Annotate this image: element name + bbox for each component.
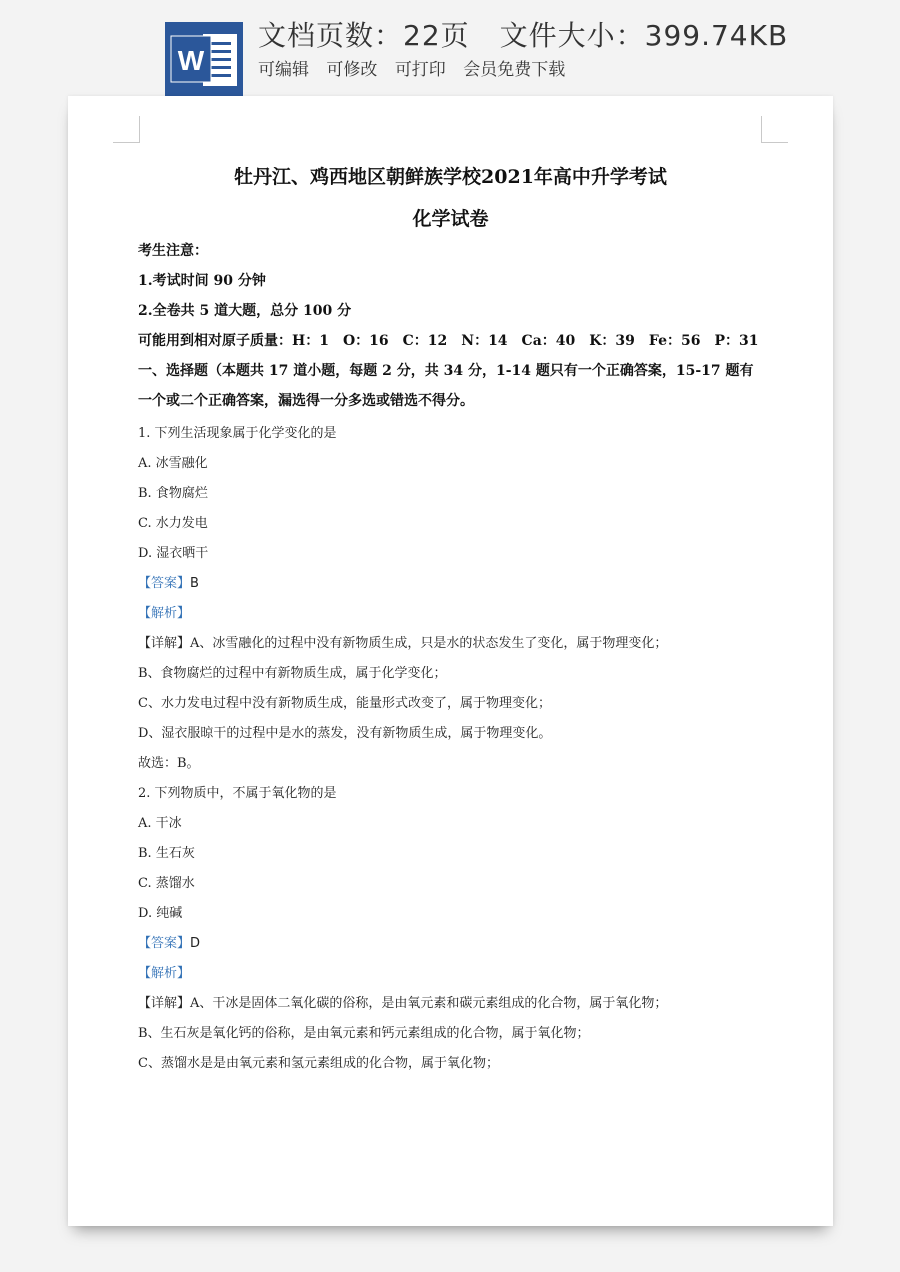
question-2-detail-2: B、生石灰是氧化钙的俗称，是由氧元素和钙元素组成的化合物，属于氧化物； (138, 1026, 590, 1041)
answer-tag: 【答案】 (138, 576, 191, 591)
question-2-detail-1 (138, 992, 667, 1011)
atomic-mass-note: 可能用到相对原子质量：H：1 O：16 C：12 N：14 Ca：40 K：39 Fe：56 P：31 (138, 333, 759, 349)
question-1-conclusion: 故选：B。 (138, 756, 200, 771)
question-2-answer (138, 932, 200, 951)
exam-title: 牡丹江、鸡西地区朝鲜族学校2021年高中升学考试 (234, 166, 667, 188)
file-size: 文件大小：399.74KB (499, 19, 789, 52)
detail-tag: 【详解】 (138, 636, 191, 651)
question-1-option-a: A. 冰雪融化 (138, 456, 208, 471)
feature-member-download[interactable]: 会员免费下载 (463, 60, 566, 80)
answer-value: B (190, 576, 199, 591)
feature-list (258, 55, 577, 80)
question-2-option-d: D. 纯碱 (138, 906, 183, 921)
question-1-detail-2: B、食物腐烂的过程中有新物质生成，属于化学变化； (138, 666, 447, 681)
detail-text: A、干冰是固体二氧化碳的俗称，是由氧元素和碳元素组成的化合物，属于氧化物； (190, 996, 668, 1011)
feature-editable: 可编辑 (258, 60, 309, 80)
question-1-detail-1 (138, 632, 667, 651)
question-2-analysis-tag: 【解析】 (138, 966, 191, 981)
crop-mark-top-left (113, 116, 140, 143)
answer-tag: 【答案】 (138, 936, 191, 951)
document-page (68, 96, 833, 1226)
question-1-option-b: B. 食物腐烂 (138, 486, 208, 501)
question-2-stem: 2. 下列物质中，不属于氧化物的是 (138, 786, 337, 801)
section-heading-line2: 一个或二个正确答案，漏选得一分多选或错选不得分。 (138, 393, 474, 409)
word-document-icon (165, 22, 243, 96)
question-2-option-b: B. 生石灰 (138, 846, 195, 861)
question-1-answer (138, 572, 199, 591)
question-1-detail-4: D、湿衣服晾干的过程中是水的蒸发，没有新物质生成，属于物理变化。 (138, 726, 552, 741)
question-1-stem: 1. 下列生活现象属于化学变化的是 (138, 426, 337, 441)
question-1-detail-3: C、水力发电过程中没有新物质生成，能量形式改变了，属于物理变化； (138, 696, 551, 711)
question-2-option-c: C. 蒸馏水 (138, 876, 195, 891)
file-info (258, 14, 788, 54)
word-letter: W (177, 45, 205, 76)
detail-tag: 【详解】 (138, 996, 191, 1011)
exam-subtitle: 化学试卷 (412, 208, 489, 230)
notice-item-1: 1.考试时间 90 分钟 (138, 273, 266, 289)
section-heading-line1: 一、选择题（本题共 17 道小题，每题 2 分，共 34 分，1-14 题只有一个正确答案，15-17 题有 (138, 363, 754, 379)
question-2-detail-3: C、蒸馏水是是由氧元素和氢元素组成的化合物，属于氧化物； (138, 1056, 499, 1071)
question-1-option-c: C. 水力发电 (138, 516, 208, 531)
question-1-option-d: D. 湿衣晒干 (138, 546, 209, 561)
crop-mark-top-right (761, 116, 788, 143)
question-2-option-a: A. 干冰 (138, 816, 182, 831)
feature-printable: 可打印 (394, 60, 446, 80)
notice-item-2: 2.全卷共 5 道大题，总分 100 分 (138, 303, 352, 319)
page-count: 文档页数：22页 (258, 19, 470, 52)
answer-value: D (190, 936, 201, 951)
question-1-analysis-tag: 【解析】 (138, 606, 191, 621)
detail-text: A、冰雪融化的过程中没有新物质生成，只是水的状态发生了变化，属于物理变化； (190, 636, 668, 651)
feature-modifiable: 可修改 (326, 60, 378, 80)
download-banner (0, 0, 900, 100)
notice-heading: 考生注意： (138, 243, 208, 259)
